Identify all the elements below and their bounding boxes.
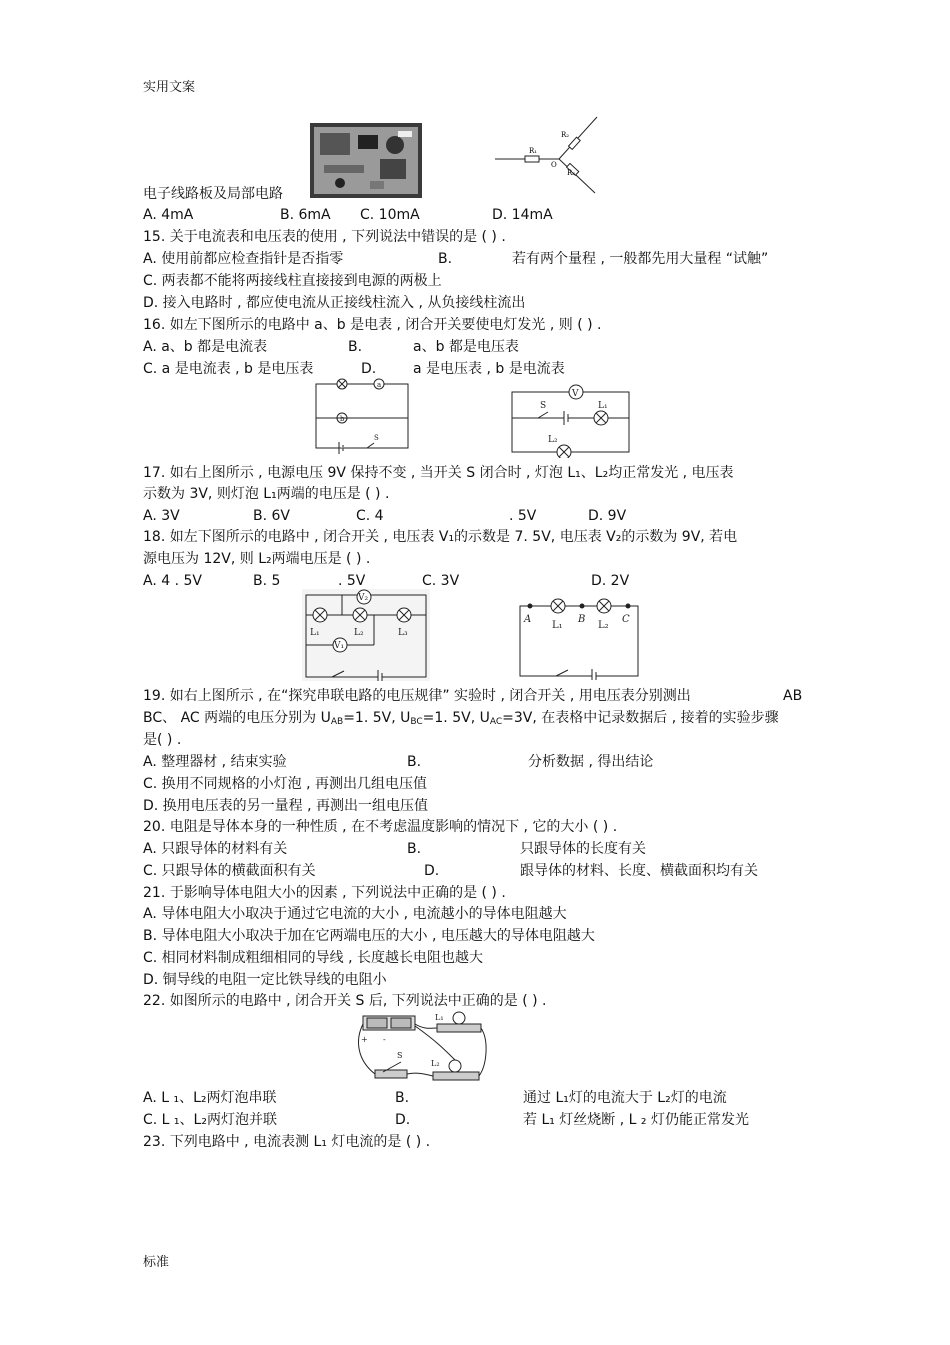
q20-option-b: 只跟导体的长度有关	[520, 841, 646, 857]
q15-stem: 15. 关于电流表和电压表的使用 , 下列说法中错误的是 ( ) .	[143, 229, 506, 245]
q15-option-c: C. 两表都不能将两接线柱直接接到电源的两极上	[143, 273, 442, 289]
q18-option-d: D. 2V	[591, 573, 630, 589]
q21-option-c: C. 相同材料制成粗细相同的导线 , 长度越长电阻也越大	[143, 950, 484, 966]
q17-stem-2: 示数为 3V, 则灯泡 L₁两端的电压是 ( ) .	[143, 486, 390, 502]
l2-label: L₂	[598, 620, 609, 631]
q18-option-c: C. 3V	[422, 573, 460, 589]
l3-label: L₃	[398, 628, 408, 638]
v1-label: V₁	[334, 641, 345, 651]
q15-option-a: A. 使用前都应检查指针是否指零	[143, 251, 344, 267]
meter-v-label: V	[572, 389, 579, 399]
switch-label: S	[374, 434, 379, 442]
q18-option-b-cont: . 5V	[338, 573, 366, 589]
q16-circuit-right	[508, 378, 633, 458]
q22-option-d-label: D.	[395, 1112, 411, 1128]
q16-circuit-left	[312, 378, 412, 454]
option-b: B. 6mA	[280, 207, 331, 223]
q18-stem-2: 源电压为 12V, 则 L₂两端电压是 ( ) .	[143, 551, 371, 567]
l1-label: L₁	[310, 628, 320, 638]
resistor-junction-figure	[495, 115, 610, 195]
lamp-l1-label: L₁	[598, 401, 608, 411]
q19-option-a: A. 整理器材 , 结束实验	[143, 754, 287, 770]
intro-caption: 电子线路板及局部电路	[143, 186, 283, 202]
q15-option-d: D. 接入电路时 , 都应使电流从正接线柱流入 , 从负接线柱流出	[143, 295, 526, 311]
q22-option-a: A. L ₁、L₂两灯泡串联	[143, 1090, 277, 1106]
s-label: S	[397, 1051, 403, 1060]
label-r3: R₃	[567, 169, 576, 177]
q19-stem-3: 是( ) .	[143, 732, 182, 748]
circuit-board-photo	[310, 123, 422, 198]
q17-stem-1: 17. 如右上图所示 , 电源电压 9V 保持不变 , 当开关 S 闭合时 , 灯泡 L₁、L₂均正常发光 , 电压表	[143, 465, 734, 481]
q20-option-d-label: D.	[424, 863, 440, 879]
q18-circuit-left	[302, 589, 430, 681]
label-o: O	[551, 161, 557, 169]
q17-option-c-cont: . 5V	[509, 508, 537, 524]
q17-option-b: B. 6V	[253, 508, 290, 524]
lamp-l2-label: L₂	[548, 435, 558, 445]
v2-label: V₂	[358, 593, 369, 603]
q19-option-d: D. 换用电压表的另一量程 , 再测出一组电压值	[143, 798, 429, 814]
q19-stem-1-end: AB	[783, 688, 803, 704]
q20-option-c: C. 只跟导体的横截面积有关	[143, 863, 316, 879]
q22-option-c: C. L ₁、L₂两灯泡并联	[143, 1112, 277, 1128]
q20-option-d: 跟导体的材料、长度、横截面积均有关	[520, 863, 758, 879]
point-c-label: C	[622, 614, 630, 625]
q22-option-b: 通过 L₁灯的电流大于 L₂灯的电流	[523, 1090, 727, 1106]
q18-option-a: A. 4 . 5V	[143, 573, 202, 589]
l2-label: L₂	[431, 1059, 440, 1068]
q21-option-b: B. 导体电阻大小取决于加在它两端电压的大小 , 电压越大的导体电阻越大	[143, 928, 595, 944]
q16-option-a: A. a、b 都是电流表	[143, 339, 268, 355]
q15-option-b: 若有两个量程 , 一般都先用大量程 “试触”	[512, 251, 769, 267]
option-c: C. 10mA	[360, 207, 420, 223]
q21-option-a: A. 导体电阻大小取决于通过它电流的大小 , 电流越小的导体电阻越大	[143, 906, 567, 922]
q16-option-d: a 是电压表 , b 是电流表	[413, 361, 565, 377]
q22-option-d: 若 L₁ 灯丝烧断 , L ₂ 灯仍能正常发光	[523, 1112, 749, 1128]
minus-label: -	[383, 1035, 386, 1044]
q20-option-b-label: B.	[407, 841, 422, 857]
q15-option-b-label: B.	[438, 251, 453, 267]
q18-option-b: B. 5	[253, 573, 281, 589]
q19-option-c: C. 换用不同规格的小灯泡 , 再测出几组电压值	[143, 776, 428, 792]
point-a-label: A	[524, 614, 532, 625]
meter-a-label: a	[377, 381, 382, 389]
q21-option-d: D. 铜导线的电阻一定比铁导线的电阻小	[143, 972, 387, 988]
q16-option-c: C. a 是电流表 , b 是电压表	[143, 361, 314, 377]
page-header: 实用文案	[143, 80, 196, 95]
point-b-label: B	[578, 614, 586, 625]
q16-option-b: a、b 都是电压表	[413, 339, 519, 355]
label-r2: R₂	[561, 131, 570, 139]
q22-circuit-figure	[355, 1010, 490, 1086]
switch-label: S	[540, 401, 547, 411]
meter-b-label: b	[340, 415, 345, 423]
q17-option-a: A. 3V	[143, 508, 180, 524]
q23-stem: 23. 下列电路中 , 电流表测 L₁ 灯电流的是 ( ) .	[143, 1134, 431, 1150]
l1-label: L₁	[552, 620, 563, 631]
q21-stem: 21. 于影响导体电阻大小的因素 , 下列说法中正确的是 ( ) .	[143, 885, 506, 901]
page-footer: 标准	[143, 1255, 170, 1270]
q19-option-b: 分析数据 , 得出结论	[528, 754, 654, 770]
q19-stem-1: 19. 如右上图所示 , 在“探究串联电路的电压规律” 实验时 , 闭合开关 , 用电压表分别测出	[143, 688, 691, 704]
option-a: A. 4mA	[143, 207, 194, 223]
q19-stem-2: BC、 AC 两端的电压分别为 $U_{AB}=1$. 5V, $U_{BC}=1$. 5V, $U_{AC}=3V$, 在表格中记录数据后 , 接着的实验步骤	[143, 710, 779, 727]
q22-stem: 22. 如图所示的电路中 , 闭合开关 S 后, 下列说法中正确的是 ( ) .	[143, 993, 547, 1009]
q16-option-d-label: D.	[361, 361, 377, 377]
q16-stem: 16. 如左下图所示的电路中 a、b 是电表 , 闭合开关要使电灯发光 , 则 ( ) .	[143, 317, 602, 333]
plus-label: +	[361, 1035, 368, 1044]
option-d: D. 14mA	[492, 207, 553, 223]
label-r1: R₁	[529, 147, 538, 155]
q20-stem: 20. 电阻是导体本身的一种性质 , 在不考虑温度影响的情况下 , 它的大小 ( ) .	[143, 819, 618, 835]
q19-option-b-label: B.	[407, 754, 422, 770]
l1-label: L₁	[435, 1013, 444, 1022]
q18-circuit-right	[516, 596, 642, 680]
q20-option-a: A. 只跟导体的材料有关	[143, 841, 288, 857]
q16-option-b-label: B.	[348, 339, 363, 355]
l2-label: L₂	[354, 628, 364, 638]
q18-stem-1: 18. 如左下图所示的电路中 , 闭合开关 , 电压表 V₁的示数是 7. 5V, 电压表 V₂的示数为 9V, 若电	[143, 529, 738, 545]
q17-option-d: D. 9V	[588, 508, 627, 524]
q22-option-b-label: B.	[395, 1090, 410, 1106]
q17-option-c: C. 4	[356, 508, 384, 524]
